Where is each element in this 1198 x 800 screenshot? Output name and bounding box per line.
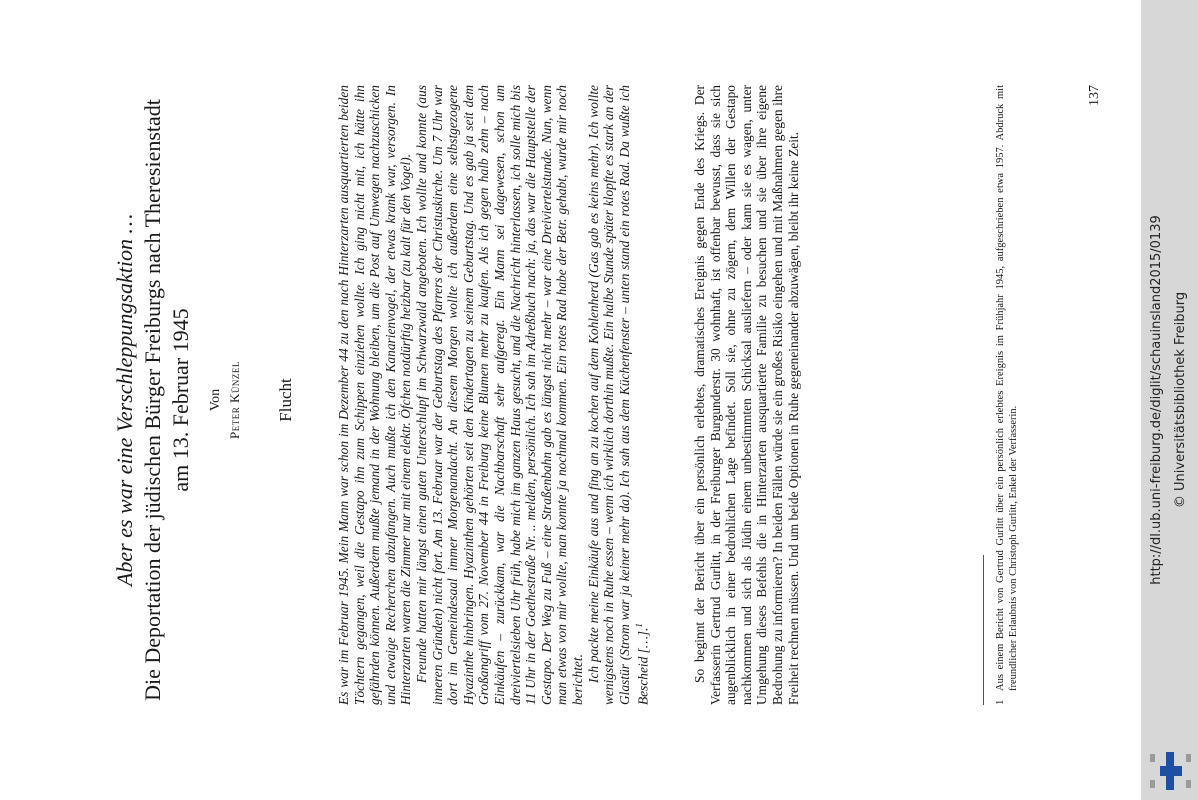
quote-paragraph-text: Ich packte meine Einkäufe aus und fing an zu kochen auf dem Kohlenherd (Gas gab es keins mehr). Ich wollte wenigstens noch in Ruhe essen – wenn ich wirklich dorthin mußte. Ein halbe Stunde später klopfte es stark an der Glastür (Strom war ja keiner mehr da). Ich sah aus dem Küchenfenster – unten stand ein rotes Rad. Da wußte ich Bescheid […]. <box>585 85 651 705</box>
quote-paragraph <box>586 85 652 705</box>
quote-paragraph: Freunde hatten mir längst einen guten Unterschlupf im Schwarzwald angeboten. Ich wollte und konnte (aus inneren Gründen) nicht fort. Am 13. Februar war der Geburtstag des Pfarrers der Christuskirche. Um 7 Uhr war dort im Gemeindesaal immer Morgenandacht. An diesem Morgen wollte ich außerdem eine selbstgezogene Hyazinthe hinbringen. Hyazinthen gehörten seit den Kindertagen zu seinem Geburtstag. Und es gab ja seit dem Großangriff vom 27. November 44 in Freiburg keine Blumen mehr zu kaufen. Als ich gegen halb zehn – nach Einkäufen – zurückkam, war die Nachbarschaft sehr aufgeregt. Ein Mann sei dagewesen, schon um dreiviertelsieben Uhr früh, habe mich im ganzen Haus gesucht, und die Nachricht hinterlassen, ich solle mich bis 11 Uhr in der Goethestraße Nr. .. melden, persönlich. Ich sah im Adreßbuch nach: ja, das war die Hauptstelle der Gestapo. Der Weg zu Fuß – eine Straßenbahn gab es längst nicht mehr – war eine Dreiviertelstunde. Nun, wenn man etwas von mir wollte, man konnte ja nochmal kommen. Ein rotes Rad habe der Betr. gehabt, wurde mir noch berichtet. <box>413 85 585 705</box>
logo-bar-gray <box>1186 780 1191 788</box>
copyright-notice: © Universitätsbibliothek Freiburg <box>1173 291 1188 509</box>
logo-bar-blue <box>1166 752 1174 790</box>
article-title-line-3: am 13. Februar 1945 <box>168 308 193 492</box>
byline-von: Von <box>208 388 223 412</box>
footnote-divider <box>983 555 984 705</box>
section-heading: Flucht <box>276 378 295 422</box>
report-paragraph: So beginnt der Bericht über ein persönlich erlebtes, dramatisches Ereignis gegen Ende des Kriegs. Der Verfasserin Gertrud Gurlitt, in der Freiburger Burgunderstr. 30 wohnhaft, ist offenbar bewusst, dass sie sich augenblicklich in einer bedrohlichen Lage befindet. Soll sie, ohne zu zögern, dem Willen der Gestapo nachkommen und sich als Jüdin einem unbestimmten Schicksal ausliefern – oder kann sie es wagen, unter Umgehung dieses Befehls die in Hinterzarten ausquartierte Familie zu besuchen und sie über ihre eigene Bedrohung zu informieren? In beiden Fällen würde sie ein großes Risiko eingehen und mit Maßnahmen gegen ihre Freiheit rechnen müssen. Und um beide Optionen in Ruhe gegeneinander abzuwägen, bleibt ihr keine Zeit. <box>692 85 801 705</box>
sidebar-text-rotated <box>1141 0 1198 800</box>
article-title-line-2: Die Deportation der jüdischen Bürger Freiburgs nach Theresienstadt <box>140 99 165 701</box>
logo-bar-gray <box>1150 754 1155 762</box>
page-number: 137 <box>1087 85 1102 106</box>
quoted-report <box>336 85 651 705</box>
logo-bar-gray <box>1150 780 1155 788</box>
author-name: Peter Künzel <box>227 361 242 439</box>
footnote <box>995 85 1020 705</box>
footnote-marker: 1 <box>634 623 645 628</box>
footnote-number: 1 <box>995 699 1006 705</box>
quote-paragraph: Es war im Februar 1945. Mein Mann war schon im Dezember 44 zu den nach Hinterzarten ausquartierten beiden Töchtern gegangen, weil die Gestapo ihn zum Schippen einziehen wollte. Ich ging nicht mit, ich hätte ihn gefährden können. Außerdem mußte jemand in der Wohnung bleiben, um die Post auf Umwegen nachzuschicken und etwaige Recherchen abzufangen. Auch mußte ich den Kanarienvogel, der etwas krank war, versorgen. In Hinterzarten waren die Zimmer nur mit einem elektr. Öfchen notdürftig heizbar (zu kalt für den Vogel). <box>336 85 414 705</box>
report-text <box>692 85 801 705</box>
permalink-url[interactable]: http://dl.ub.uni-freiburg.de/diglit/schauinsland2015/0139 <box>1149 215 1164 585</box>
footnote-text: Aus einem Bericht von Gertrud Gurlitt über ein persönlich erlebtes Ereignis im Frühjahr 1945, aufgeschrieben etwa 1957. Abdruck mit freundlicher Erlaubnis von Christoph Gurlitt, Enkel der Verfasserin. <box>995 85 1019 691</box>
archive-sidebar <box>1141 0 1198 800</box>
logo-bar-gray <box>1186 754 1191 762</box>
article-title-line-1: Aber es war eine Verschleppungsaktion … <box>112 213 137 587</box>
library-logo-icon <box>1148 750 1194 792</box>
